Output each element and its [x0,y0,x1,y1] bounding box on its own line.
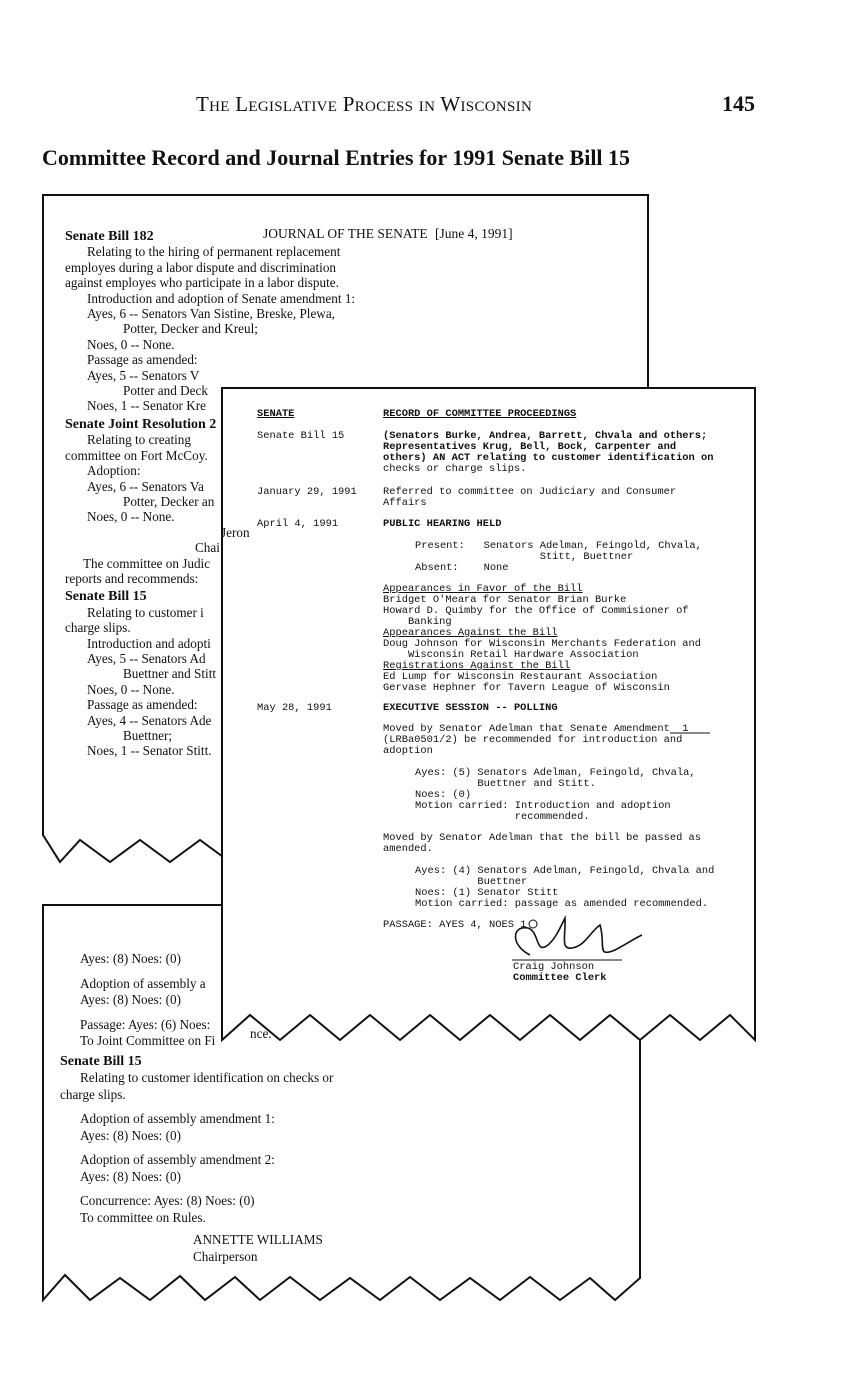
journal-heading: Senate Bill 15 [65,589,147,605]
journal-line: charge slips. [65,620,131,636]
journal-heading: Senate Bill 182 [65,229,154,244]
record-line: Bridget O'Meara for Senator Brian Burke [383,594,627,606]
bottom-line: Adoption of assembly a [80,975,206,991]
record-line: Committee Clerk [513,972,607,984]
record-line: Moved by Senator Adelman that Senate Amendment 1 [383,723,689,735]
record-line: PUBLIC HEARING HELD [383,518,502,530]
journal-line: Ayes, 4 -- Senators Ade [87,712,212,728]
record-line: amended. [383,843,433,855]
journal-line: employes during a labor dispute and discrimination [65,259,337,275]
bottom-fragment: nce. [250,1026,272,1041]
record-line: Buettner [415,876,528,888]
record-line: Appearances in Favor of the Bill [383,583,583,595]
journal-line: Noes, 1 -- Senator Stitt. [87,743,212,759]
record-line: Ed Lump for Wisconsin Restaurant Association [383,671,658,683]
journal-line: Potter, Decker an [123,493,215,509]
record-line: May 28, 1991 [257,702,332,714]
journal-line: Noes, 0 -- None. [87,681,175,697]
record-line: Stitt, Buettner [415,551,634,563]
record-line: Appearances Against the Bill [383,627,558,639]
record-line: (Senators Burke, Andrea, Barrett, Chvala and others; [383,430,708,442]
record-line: Registrations Against the Bill [383,660,571,672]
journal-line: Ayes, 6 -- Senators Va [87,478,204,494]
bottom-line: Passage: Ayes: (6) Noes: [80,1016,211,1032]
journal-line: Introduction and adopti [87,635,211,651]
journal-line: Potter and Deck [123,383,208,399]
record-line: Ayes: (5) Senators Adelman, Feingold, Chvala, [415,767,696,779]
record-line: Noes: (0) [415,789,472,801]
bottom-line: ANNETTE WILLIAMS [193,1232,323,1247]
journal-line: Ayes, 5 -- Senators Ad [87,650,206,666]
journal-line: Buettner and Stitt [123,666,217,682]
record-line: Noes: (1) Senator Stitt [415,887,559,899]
record-line: Motion carried: passage as amended recommended. [415,898,709,910]
record-line: Wisconsin Retail Hardware Association [383,649,639,661]
bottom-line: charge slips. [60,1086,126,1102]
record-line: Motion carried: Introduction and adoption [415,800,671,812]
record-line: adoption [383,745,433,757]
journal-line: Passage as amended: [87,697,198,713]
record-line: Senate Bill 15 [257,430,345,442]
bottom-line: To committee on Rules. [80,1209,206,1225]
record-line: checks or charge slips. [383,463,527,475]
journal-line: Chai [195,540,220,556]
record-line: Ayes: (4) Senators Adelman, Feingold, Chvala and [415,865,715,877]
bottom-line: Chairperson [193,1248,258,1264]
record-line: Craig Johnson [513,961,595,973]
journal-line: Noes, 1 -- Senator Kre [87,398,207,414]
journal-line: Potter, Decker and Kreul; [123,321,258,337]
record-line: Gervase Hephner for Tavern League of Wisconsin [383,682,670,694]
journal-line: Noes, 0 -- None. [87,509,175,525]
record-line: Referred to committee on Judiciary and Consumer [383,486,677,498]
record-line: Doug Johnson for Wisconsin Merchants Federation and [383,638,702,650]
record-line: Present: Senators Adelman, Feingold, Chvala, [415,540,702,552]
bottom-journal-excerpt [60,951,400,1265]
record-line: Moved by Senator Adelman that the bill be passed as [383,832,702,844]
journal-heading: Senate Joint Resolution 2 [65,416,217,432]
page-number: 145 [722,91,755,116]
record-line: (LRBa0501/2) be recommended for introduction and [383,734,683,746]
record-line: SENATE [257,408,295,420]
bottom-line: Ayes: (8) Noes: (0) [80,951,181,966]
record-line: PASSAGE: AYES 4, NOES 1 [383,919,527,931]
journal-line: Buettner; [123,728,173,743]
journal-line: against employes who participate in a labor dispute. [65,275,339,291]
bottom-line: Adoption of assembly amendment 2: [80,1152,275,1167]
record-line: Howard D. Quimby for the Office of Commisioner of [383,605,689,617]
journal-line: Introduction and adoption of Senate amendment 1: [87,290,356,306]
journal-line: Relating to the hiring of permanent replacement [87,244,341,260]
journal-line: committee on Fort McCoy. [65,447,208,463]
record-line: recommended. [415,811,590,823]
journal-line: Noes, 0 -- None. [87,336,175,352]
record-line: EXECUTIVE SESSION -- POLLING [383,702,558,714]
journal-line: The committee on Judic [83,555,211,571]
journal-line: Passage as amended: [87,352,198,368]
bottom-line: Adoption of assembly amendment 1: [80,1111,275,1126]
running-head: The Legislative Process in Wisconsin [196,92,533,116]
journal-line: Jeron [221,524,250,540]
record-line: RECORD OF COMMITTEE PROCEEDINGS [383,408,577,420]
record-line: April 4, 1991 [257,518,339,530]
record-line: Banking [383,616,452,628]
bottom-heading: Senate Bill 15 [60,1053,142,1069]
journal-line: Ayes, 6 -- Senators Van Sistine, Breske, Plewa, [87,306,335,322]
journal-line: Ayes, 5 -- Senators V [87,367,200,383]
bottom-line: To Joint Committee on Fi [80,1033,216,1048]
record-line: Buettner and Stitt. [415,778,596,790]
record-line: January 29, 1991 [257,486,357,498]
journal-line: Relating to creating [87,432,191,448]
journal-line: Adoption: [87,463,141,479]
bottom-line: Relating to customer identification on checks or [80,1070,334,1085]
journal-title: JOURNAL OF THE SENATE [263,226,428,241]
journal-line: Relating to customer i [87,604,204,620]
bottom-line: Concurrence: Ayes: (8) Noes: (0) [80,1193,255,1208]
bottom-line: Ayes: (8) Noes: (0) [80,1127,181,1143]
page-title: Committee Record and Journal Entries for 1991 Senate Bill 15 [42,145,631,170]
journal-line: reports and recommends: [65,570,199,586]
record-line: Absent: None [415,562,509,574]
journal-date: [June 4, 1991] [435,226,513,241]
record-line: others) AN ACT relating to customer identification on [383,452,714,464]
record-line: Representatives Krug, Bell, Bock, Carpenter and [383,441,677,453]
bottom-line: Ayes: (8) Noes: (0) [80,1168,181,1184]
record-line: Affairs [383,497,427,509]
bottom-line: Ayes: (8) Noes: (0) [80,992,181,1007]
